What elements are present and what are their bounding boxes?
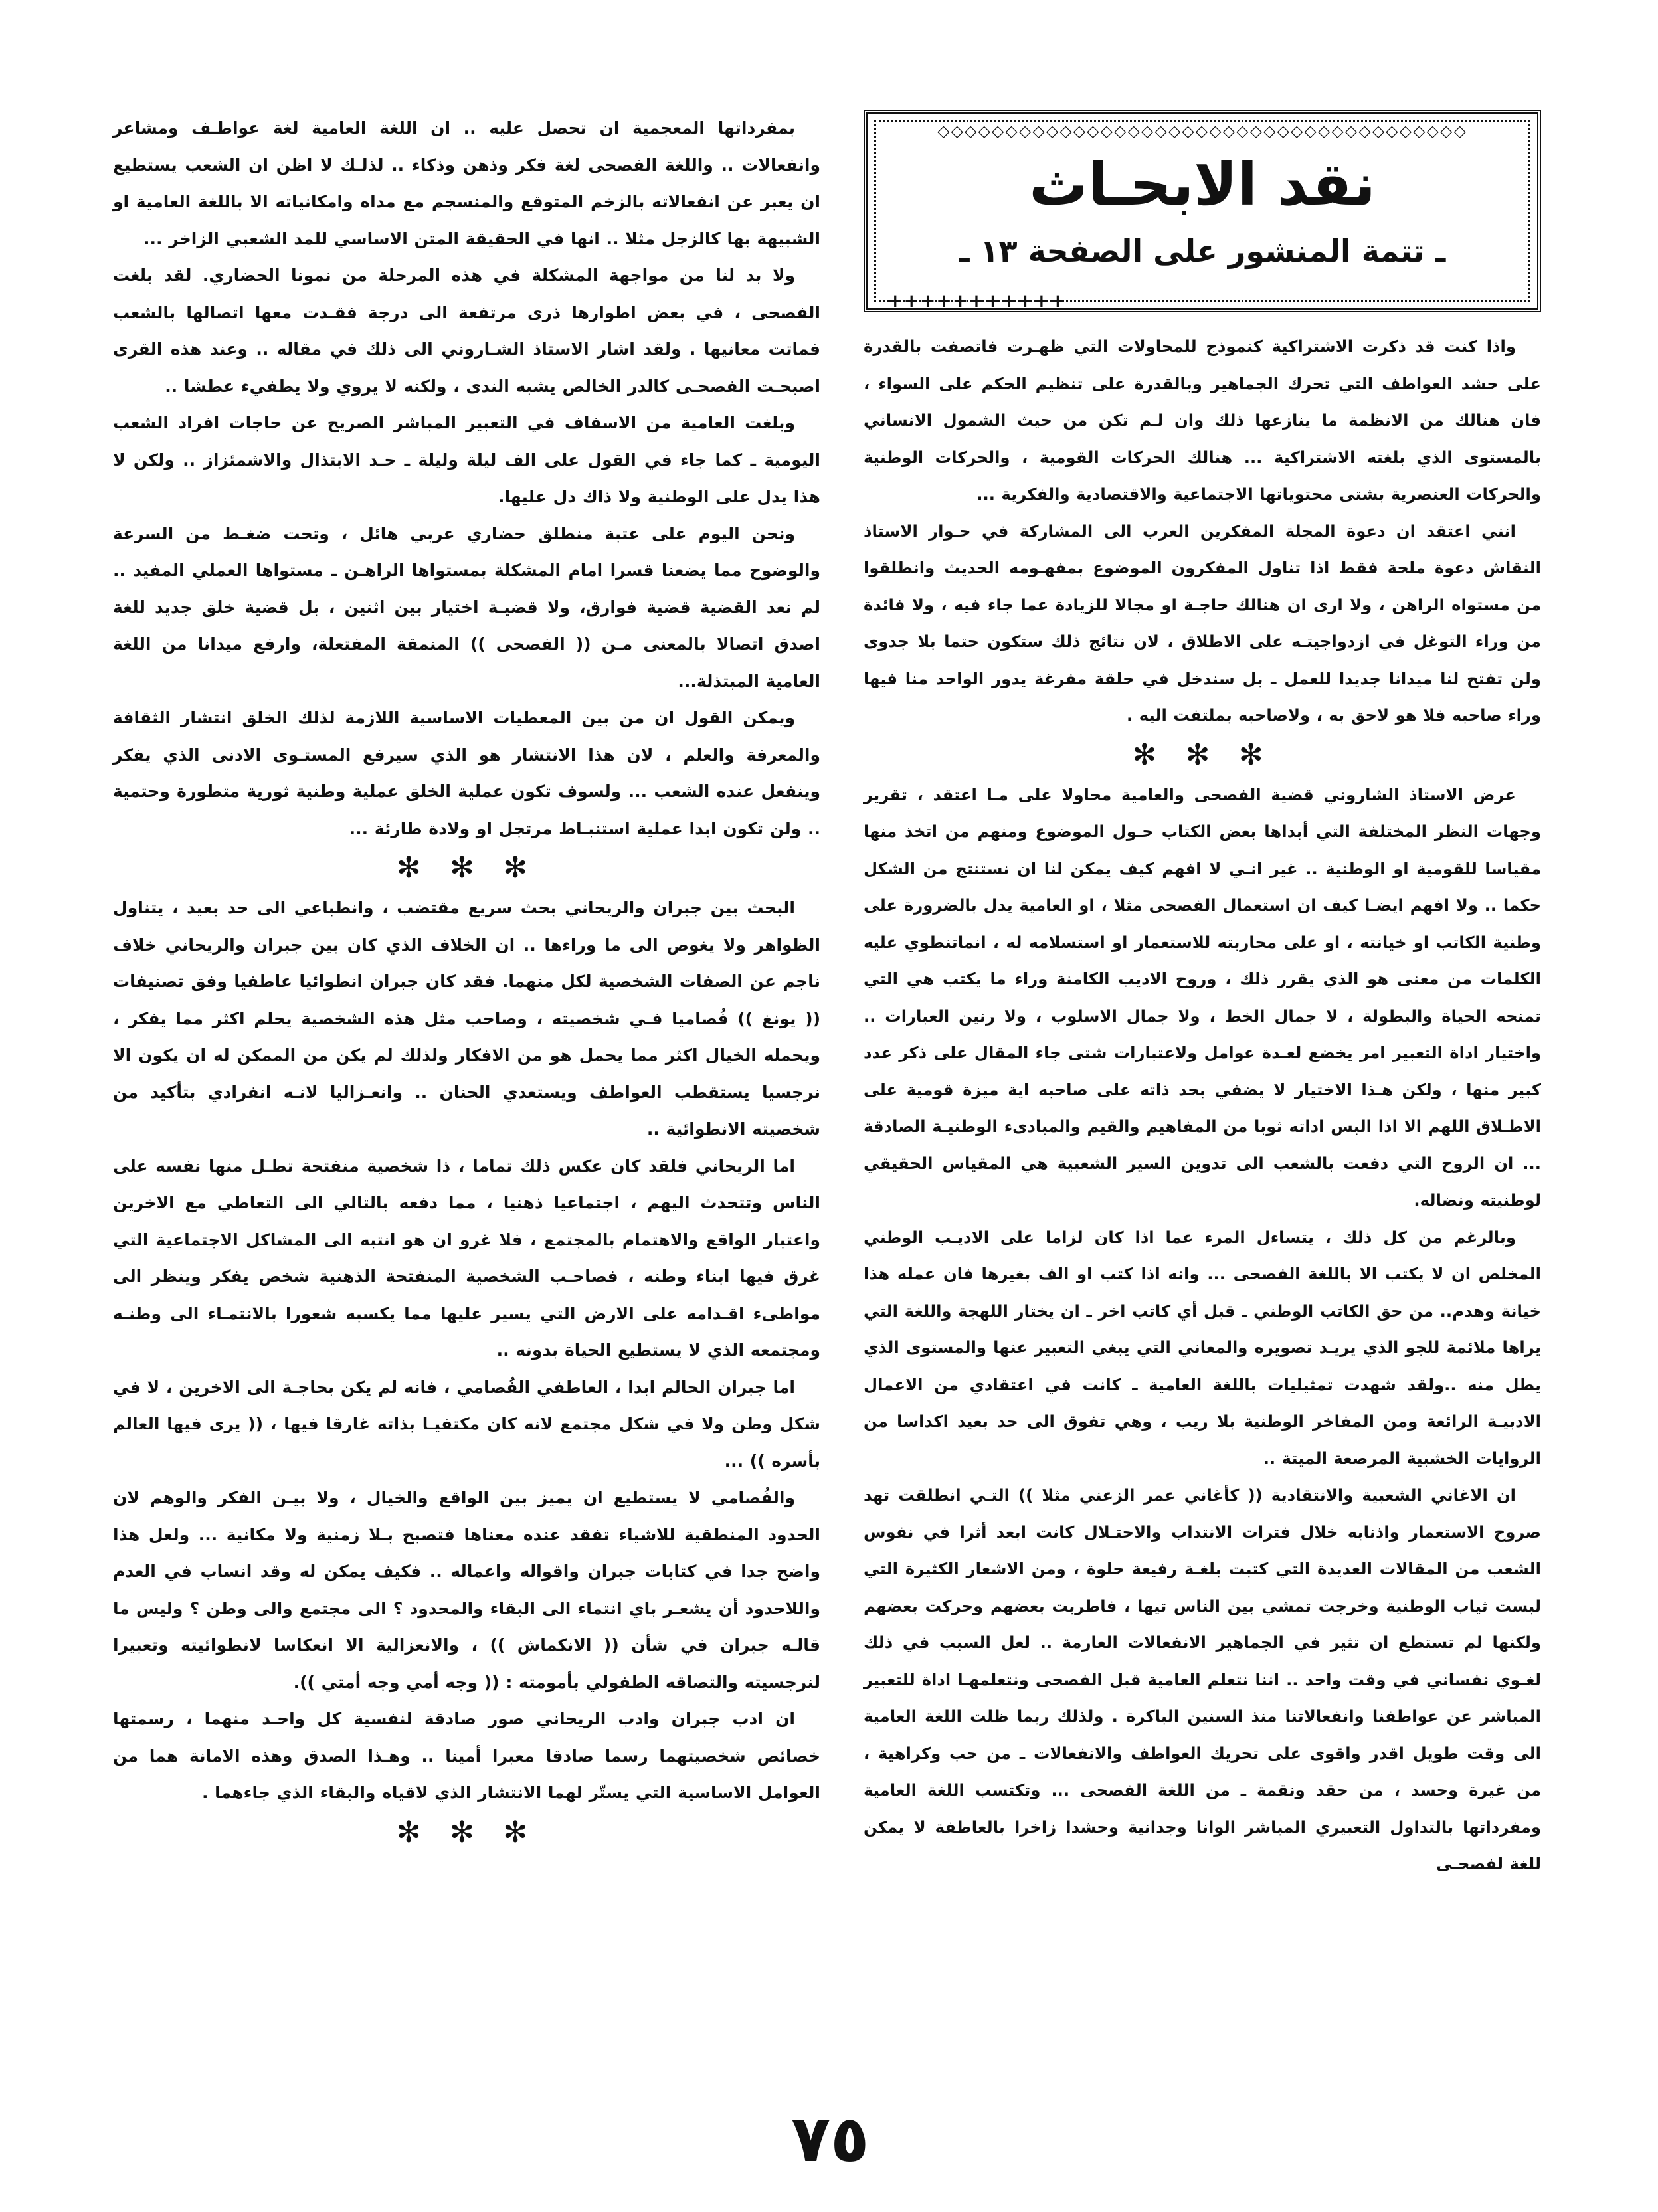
article-paragraph: بمفرداتها المعجمية ان تحصل عليه .. ان اللغة العامية لغة عواطـف ومشاعر وانفعالات .. واللغة الفصحى لغة فكر وذهن وذكاء .. لذلـك لا اظن ان الشعب يستطيع ان يعبر عن انفعالاته بالزخم المتوقع والمنسجم مع مداه وامكانياته الا باللغة العامية او الشبيهة بها كالزجل مثلا .. انها في الحقيقة المتن الاساسي للمد الشعبي الزاخر ... (113, 118, 820, 248)
article-paragraph: عرض الاستاذ الشاروني قضية الفصحى والعامية محاولا على مـا اعتقد ، تقرير وجهات النظر المختلفة التي أبداها بعض الكتاب حـول الموضوع ومنهم من اتخذ منها مقياسا للقومية او الوطنية .. غير انـي لا افهم كيف يمكن لنا ان نستنتج من الشكل حكما .. ولا افهم ايضـا كيف ان استعمال الفصحى مثلا ، او العامية يدل بالضرورة على وطنية الكاتب او خيانته ، او على محاربته للاستعمار او استسلامه له ، انماتنطوي عليه الكلمات من معنى هو الذي يقرر ذلك ، وروح الاديب الكامنة وراء ما يكتب هي التي تمنحه الحياة والبطولة ، لا جمال الخط ، ولا جمال الاسلوب ، ولا رنين العبارات .. واختيار اداة التعبير امر يخضع لعـدة عوامل ولاعتبارات شتى جاء المقال على ذكر عدد كبير منها ، ولكن هـذا الاختيار لا يضفي بحد ذاته على صاحبه اية ميزة قومية على الاطـلاق اللهم الا اذا البس اداته ثوبا من المفاهيم والقيم والمبادىء الوطنيـة الصادقة ... ان الروح التي دفعت بالشعب الى تدوين السير الشعبية هي المقياس الحقيقي لوطنيته ونضاله. (864, 784, 1541, 1210)
article-paragraph: اما جبران الحالم ابدا ، العاطفي الفُصامي ، فانه لم يكن بحاجـة الى الاخرين ، لا في شكل وطن ولا في شكل مجتمع لانه كان مكتفيـا بذاته غارقا فيها ، (( يرى فيها العالم بأسره )) ... (113, 1377, 820, 1471)
article-paragraph: ولا بد لنا من مواجهة المشكلة في هذه المرحلة من نمونا الحضاري. لقد بلغت الفصحى ، في بعض اطوارها ذرى مرتفعة الى درجة فقـدت معها اتصالها بالشعب فماتت معانيها . ولقد اشار الاستاذ الشـاروني الى ذلك في مقاله .. وعند هذه القرى اصبحـت الفصحـى كالدر الخالص يشبه الندى ، ولكنه لا يروي ولا يطفيء عطشا .. (113, 266, 820, 396)
article-paragraph: ونحن اليوم على عتبة منطلق حضاري عربي هائل ، وتحت ضغـط من السرعة والوضوح مما يضعنا قسرا امام المشكلة بمستواها الراهـن ـ مستواها العملي المفيد .. لم نعد القضية قضية فوارق، ولا قضيـة اختيار بين اثنين ، بل قضية خلق جديد للغة اصدق اتصالا بالمعنى مـن (( الفصحى )) المنمقة المفتعلة، وارفع ميدانا من اللغة العامية المبتذلة... (113, 523, 820, 691)
asterism-separator: ✻ ✻ ✻ (1132, 737, 1273, 772)
right-column (864, 110, 1541, 1883)
section-subtitle: ـ تتمة المنشور على الصفحة ١٣ ـ (959, 233, 1446, 269)
page-number: ٧٥ (791, 2102, 870, 2176)
article-paragraph: واذا كنت قد ذكرت الاشتراكية كنموذج للمحاولات التي ظهـرت فاتصفت بالقدرة على حشد العواطف التي تحرك الجماهير وبالقدرة على تنظيم الحكم على السواء ، فان هنالك من الانظمة ما ينازعها ذلك وان لـم تكن من حيث الشمول الانساني بالمستوى الذي بلغته الاشتراكية ... هنالك الحركات القومية ، والحركات الوطنية والحركات العنصرية بشتى محتوياتها الاجتماعية والاقتصادية والفكرية ... (864, 337, 1541, 504)
left-column (113, 110, 820, 1854)
article-paragraph: اما الريحاني فلقد كان عكس ذلك تماما ، ذا شخصية منفتحة تطـل منها نفسه على الناس وتتحدث اليهم ، اجتماعيا ذهنيا ، مما دفعه بالتالي الى التعاطي مع الاخرين واعتبار الواقع والاهتمام بالمجتمع ، فلا غرو ان هو انتبه الى المشاكل الاجتماعية التي غرق فيها ابناء وطنه ، فصاحـب الشخصية المنفتحة الذهنية شخص يفكر وينظر الى مواطىء اقـدامه على الارض التي يسير عليها مما يكسبه شعورا بالانتمـاء الى وطنـه ومجتمعه الذي لا يستطيع الحياة بدونه .. (113, 1156, 820, 1360)
article-paragraph: انني اعتقد ان دعوة المجلة المفكرين العرب الى المشاركة في حـوار الاستاذ النقاش دعوة ملحة فقط اذا تناول المفكرون الموضوع بمفهـومه الحديث وانطلقوا من مستواه الراهن ، ولا ارى ان هنالك حاجـة او مجالا للزيادة عما جاء فيه ، ولا فائدة من وراء التوغل في ازدواجيتـه على الاطلاق ، لان نتائج ذلك ستكون حتما بلا جدوى ولن تفتح لنا ميدانا جديدا للعمل ـ بل سندخل في حلقة مفرغة يدور الواحد منا فيها وراء صاحبه فلا هو لاحق به ، ولاصاحبه بملتفت اليه . (864, 521, 1541, 725)
asterism-separator: ✻ ✻ ✻ (396, 1815, 537, 1849)
right-column-body (864, 328, 1541, 1883)
article-paragraph: وبالرغم من كل ذلك ، يتساءل المرء عما اذا كان لزاما على الاديـب الوطني المخلص ان لا يكتب الا باللغة الفصحى ... وانه اذا كتب او الف بغيرها فان عمله هذا خيانة وهدم.. من حق الكاتب الوطني ـ قبل أي كاتب اخر ـ ان يختار اللهجة واللغة التي يراها ملائمة للجو الذي يريـد تصويره والمعاني التي يبغي التعبير عنها والمستوى الذي يطل منه ..ولقد شهدت تمثيليات باللغة العامية ـ كانت في اعتقادي من الاعمال الادبيـة الرائعة ومن المفاخر الوطنية بلا ريب ، وهي تفوق الى حد بعيد اكداسا من الروايات الخشبية المرصعة الميتة .. (864, 1227, 1541, 1468)
asterism-separator: ✻ ✻ ✻ (396, 851, 537, 885)
left-column-body (113, 110, 820, 1853)
section-header-box (864, 110, 1541, 312)
article-paragraph: ويمكن القول ان من بين المعطيات الاساسية اللازمة لذلك الخلق انتشار الثقافة والمعرفة والعلم ، لان هذا الانتشار هو الذي سيرفع المستـوى الادنى الذي يفكر وينفعل عنده الشعب ... ولسوف تكون عملية الخلق عملية وطنية ثورية متطورة وحتمية .. ولن تكون ابدا عملية استنبـاط مرتجل او ولادة طارئة ... (113, 708, 820, 838)
article-paragraph: ان الاغاني الشعبية والانتقادية (( كأغاني عمر الزعني مثلا )) التـي انطلقت تهد صروح الاستعمار واذنابه خلال فترات الانتداب والاحتـلال كانت ابعد أثرا في نفوس الشعب من المقالات العديدة التي كتبت بلغـة رفيعة حلوة ، ومن الاشعار الكثيرة التي لبست ثياب الوطنية وخرجت تمشي بين الناس تيها ، فاطربت بعضهم وحركت بعضهم ولكنها لم تستطع ان تثير في الجماهير الانفعالات العارمة .. لعل السبب في ذلك لغـوي نفساني في وقت واحد .. اننا نتعلم العامية قبل الفصحى ونتعلمهـا اداة للتعبير المباشر عن عواطفنا وانفعالاتنا منذ السنين الباكرة . ولذلك ربما ظلت اللغة العامية الى وقت طويل اقدر واقوى على تحريك العواطف والانفعالات ـ من حب وكراهية ، من غيرة وحسد ، من حقد ونقمة ـ من اللغة الفصحى ... وتكتسب اللغة العامية ومفرداتها بالتداول التعبيري المباشر الوانا وجدانية وحشدا زاخرا بالعاطفة لا يمكن للغة لفصحـى (864, 1485, 1541, 1873)
plus-ornament: +++++++++++ (887, 290, 1067, 312)
article-paragraph: ان ادب جبران وادب الريحاني صور صادقة لنفسية كل واحـد منهما ، رسمتها خصائص شخصيتهما رسما صادقا معبرا أمينا .. وهـذا الصدق وهذه الامانة هما من العوامل الاساسية التي يستّر لهما الانتشار الذي لاقياه والبقاء الذي جاءهما . (113, 1709, 820, 1802)
article-paragraph: البحث بين جبران والريحاني بحث سريع مقتضب ، وانطباعي الى حد بعيد ، يتناول الظواهر ولا يغوص الى ما وراءها .. ان الخلاف الذي كان بين جبران والريحاني خلاف ناجم عن الصفات الشخصية لكل منهما. فقد كان جبران انطوائيا عاطفيا وفق تصنيفات (( يونغ )) فُصاميا فـي شخصيته ، وصاحب مثل هذه الشخصية يحلم اكثر مما يفكر ، ويحمله الخيال اكثر مما يحمل هو من الافكار ولذلك لم يكن من الممكن له ان يكون الا نرجسيا يستقطب العواطف ويستعدي الحنان .. وانعـزاليا لانـه انفرادي بتأكيد من شخصيته الانطوائية .. (113, 898, 820, 1139)
article-paragraph: والفُصامي لا يستطيع ان يميز بين الواقع والخيال ، ولا بيـن الفكر والوهم لان الحدود المنطقية للاشياء تفقد عنده معناها فتصبح بـلا زمنية ولا مكانية ... ولعل هذا واضح جدا في كتابات جبران واقواله واعماله .. فكيف يمكن له وقد انساب في العدم واللاحدود أن يشعـر باي انتماء الى البقاء والمحدود ؟ الى مجتمع والى وطن ؟ وليس ما قالـه جبران في شأن (( الانكماش )) ، والانعزالية الا انعكاسا لانطوائيته وتعبيرا لنرجسيته والتصاقه الطفولي بأمومته : (( وجه أمي وجه أمتي )). (113, 1488, 820, 1692)
ornament-border-top: ◇◇◇◇◇◇◇◇◇◇◇◇◇◇◇◇◇◇◇◇◇◇◇◇◇◇◇◇◇◇◇◇◇◇◇◇◇◇◇ (937, 123, 1467, 139)
article-paragraph: وبلغت العامية من الاسفاف في التعبير المباشر الصريح عن حاجات افراد الشعب اليومية ـ كما جاء في القول على الف ليلة وليلة ـ حـد الابتذال والاشمئزاز .. ولكن لا هذا يدل على الوطنية ولا ذاك دل عليها. (113, 413, 820, 506)
section-title: نقد الابحـاث (1029, 150, 1376, 219)
